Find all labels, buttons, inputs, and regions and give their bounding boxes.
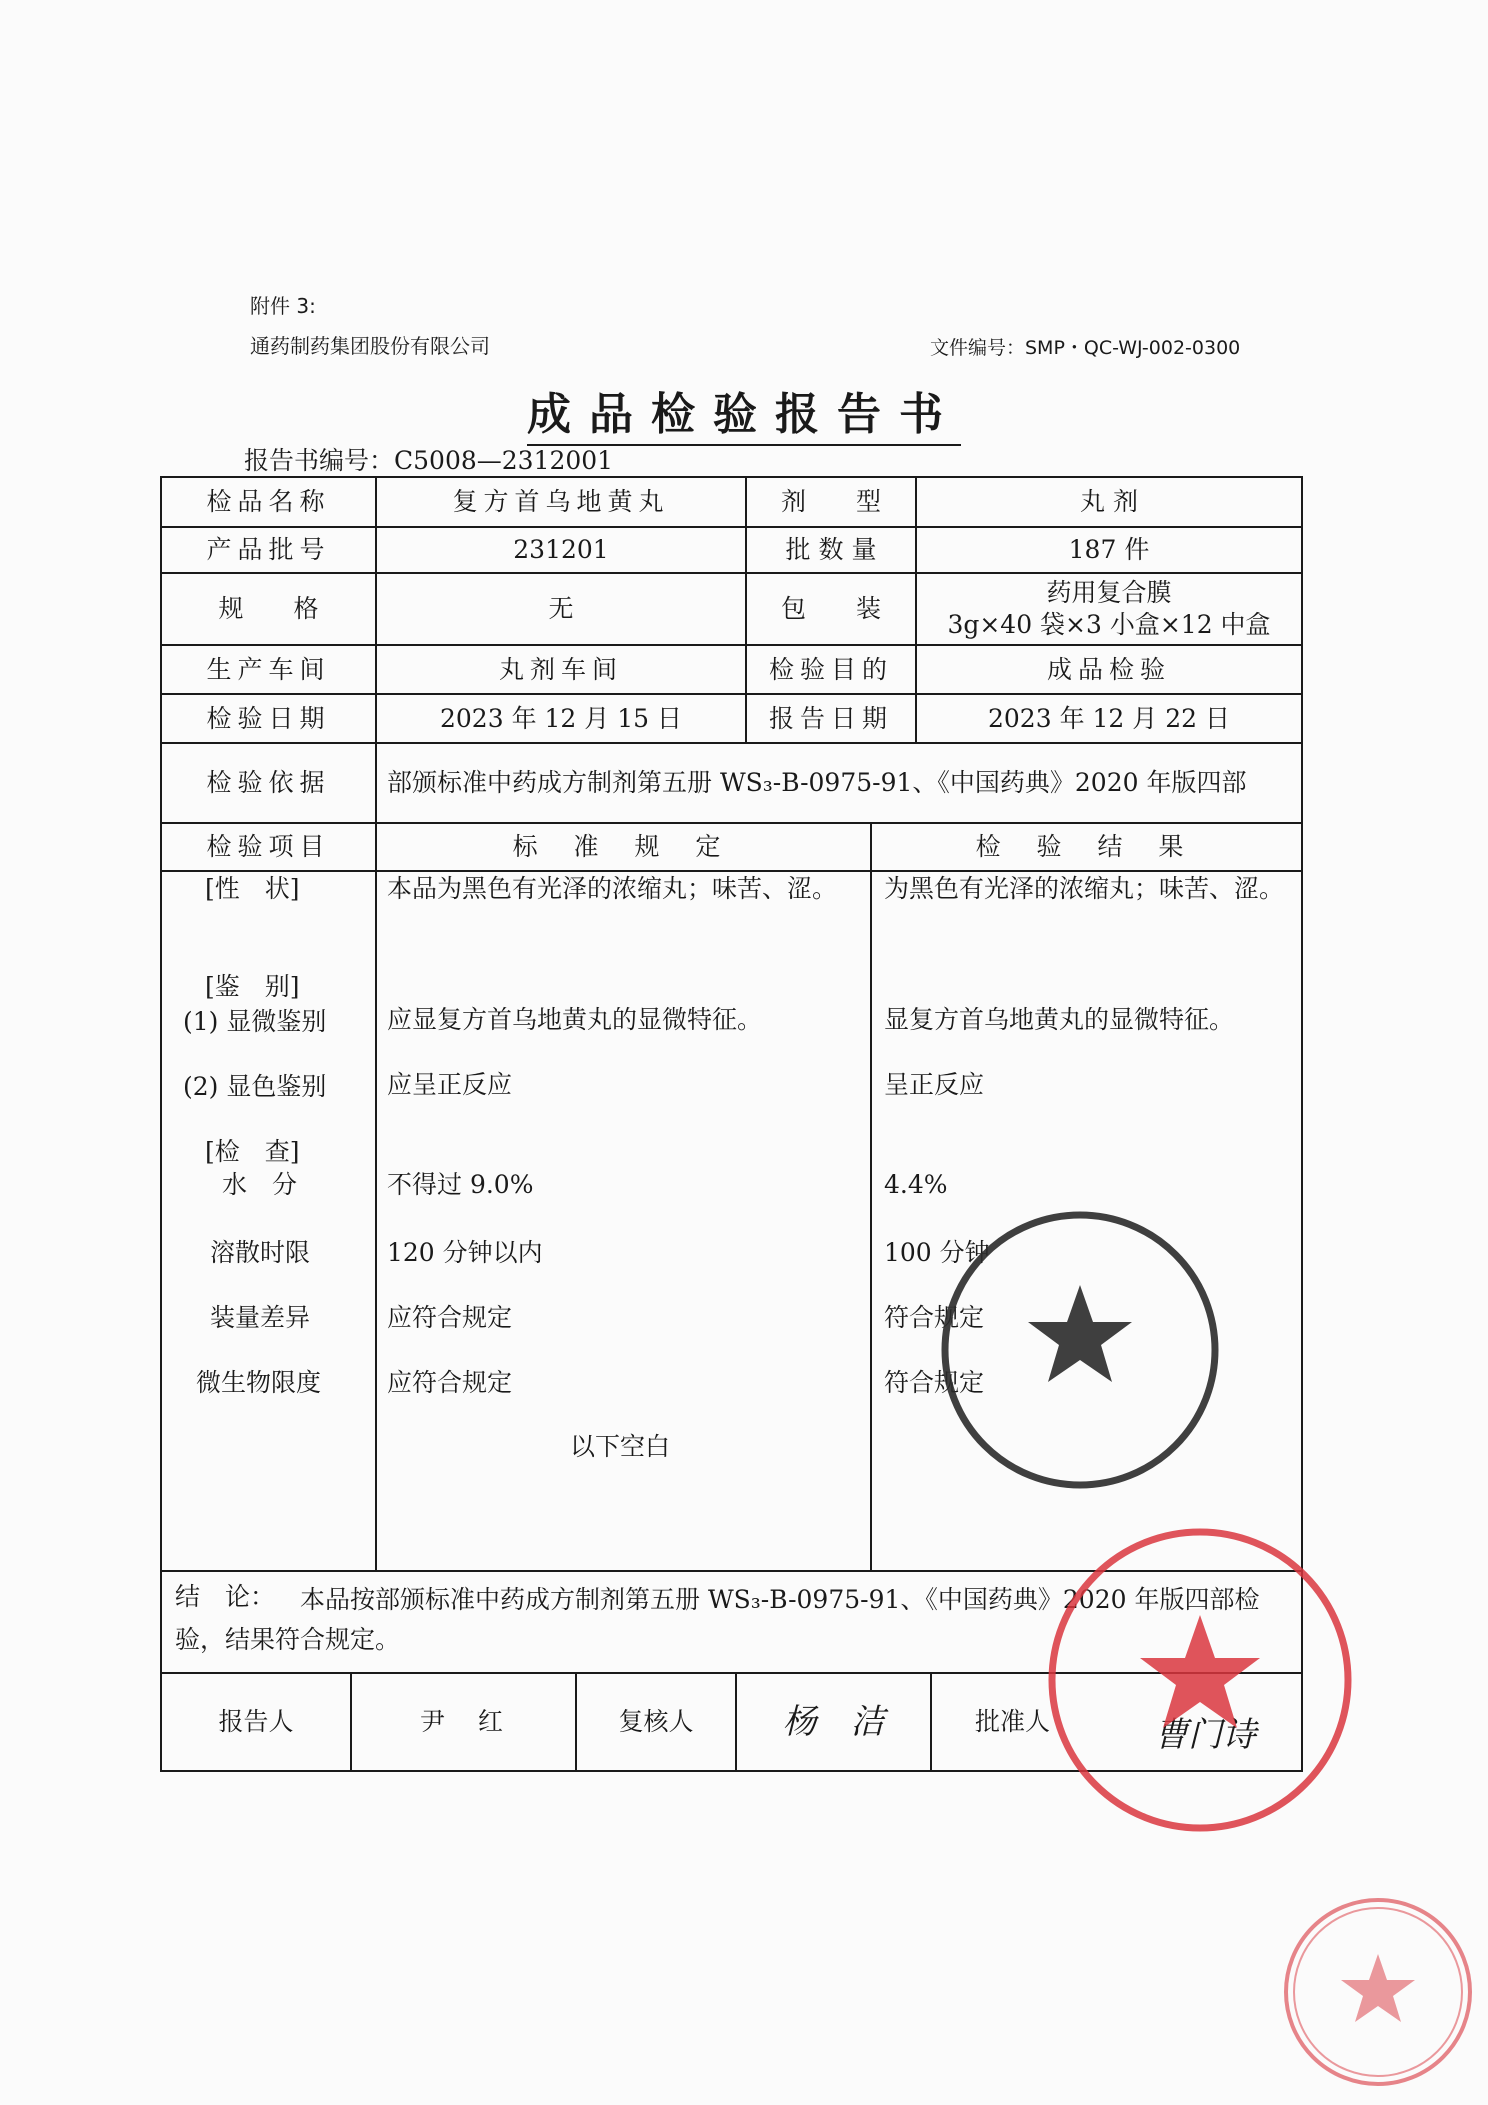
company-name: 通药制药集团股份有限公司: [250, 334, 490, 358]
water-label: 水 分: [222, 1170, 298, 1199]
test-date-value: 2023 年 12 月 15 日: [440, 703, 682, 733]
name-value: 复方首乌地黄丸: [452, 487, 670, 516]
conclusion-label: 结 论：: [175, 1582, 276, 1611]
inspection-seal: [1278, 1892, 1478, 2092]
micro-id-label: (1) 显微鉴别: [183, 1007, 327, 1036]
purpose-label: 检验目的: [768, 654, 893, 684]
identify-label: [鉴 别]: [205, 972, 300, 1001]
workshop-value: 丸剂车间: [498, 654, 623, 684]
approver-label: 批准人: [975, 1707, 1051, 1736]
color-id-label: (2) 显色鉴别: [183, 1072, 327, 1101]
character-result: 为黑色有光泽的浓缩丸；味苦、涩。: [884, 874, 1285, 903]
micro-id-result: 显复方首乌地黄丸的显微特征。: [884, 1005, 1235, 1034]
items-header-item: 检验项目: [206, 832, 331, 861]
microbial-limit-label: 微生物限度: [196, 1368, 322, 1397]
package-value: [917, 574, 1301, 644]
check-label: [检 查]: [205, 1137, 300, 1166]
weight-variation-result: 符合规定: [884, 1303, 985, 1332]
micro-id-standard: 应显复方首乌地黄丸的显微特征。: [387, 1005, 763, 1034]
blank-note: 以下空白: [570, 1432, 671, 1461]
reporter-name: 尹 红: [419, 1707, 507, 1736]
attachment-label: 附件 3:: [250, 294, 316, 318]
form-value: 丸 剂: [1080, 487, 1138, 516]
conclusion-text: 本品按部颁标准中药成方制剂第五册 WS₃-B-0975-91、《中国药典》2020 年版四部检验，结果符合规定。: [175, 1585, 1260, 1654]
microbial-limit-standard: 应符合规定: [387, 1368, 513, 1397]
character-label: [性 状]: [205, 874, 300, 903]
name-label: 检品名称: [206, 487, 331, 516]
microbial-limit-result: 符合规定: [884, 1368, 985, 1397]
weight-variation-standard: 应符合规定: [387, 1303, 513, 1332]
quantity-label: 批 数 量: [785, 535, 877, 564]
disintegration-result: 100 分钟: [884, 1238, 990, 1267]
disintegration-label: 溶散时限: [210, 1238, 311, 1267]
character-standard: 本品为黑色有光泽的浓缩丸；味苦、涩。: [387, 874, 838, 903]
package-value-line2: 3g×40 袋×3 小盒×12 中盒: [947, 610, 1271, 639]
batch-label: 产品批号: [206, 535, 331, 564]
batch-value: 231201: [513, 535, 609, 564]
reviewer-signature: 杨 洁: [782, 1702, 885, 1742]
color-id-result: 呈正反应: [884, 1070, 985, 1099]
form-label: 剂 型: [780, 487, 881, 516]
document-number: 文件编号：SMP・QC-WJ-002-0300: [930, 337, 1241, 359]
approver-signature: 曹门诗: [1154, 1715, 1256, 1755]
report-date-value: 2023 年 12 月 22 日: [988, 703, 1230, 733]
disintegration-standard: 120 分钟以内: [387, 1238, 543, 1267]
basis-label: 检验依据: [206, 768, 331, 797]
purpose-value: 成品检验: [1046, 654, 1171, 684]
color-id-standard: 应呈正反应: [387, 1070, 513, 1099]
items-header-result: 检 验 结 果: [975, 832, 1198, 861]
basis-value: 部颁标准中药成方制剂第五册 WS₃-B-0975-91、《中国药典》2020 年版四部: [387, 768, 1247, 797]
test-date-label: 检验日期: [206, 703, 331, 733]
package-value-line1: 药用复合膜: [1046, 578, 1172, 607]
package-label: 包 装: [780, 594, 881, 623]
weight-variation-label: 装量差异: [210, 1303, 311, 1332]
page-title: 成品检验报告书: [0, 378, 1488, 442]
spec-value: 无: [548, 594, 574, 623]
report-number: 报告书编号：C5008—2312001: [244, 446, 614, 475]
report-date-label: 报告日期: [768, 703, 893, 733]
qa-department-seal: [930, 1200, 1230, 1500]
quantity-value: 187 件: [1068, 535, 1150, 564]
quality-management-seal: [1040, 1520, 1360, 1840]
reporter-label: 报告人: [218, 1707, 294, 1736]
items-header-standard: 标 准 规 定: [512, 832, 735, 861]
spec-label: 规 格: [218, 594, 319, 623]
workshop-label: 生产车间: [206, 654, 331, 684]
reviewer-label: 复核人: [618, 1707, 694, 1736]
water-standard: 不得过 9.0%: [387, 1170, 534, 1199]
water-result: 4.4%: [884, 1170, 948, 1199]
